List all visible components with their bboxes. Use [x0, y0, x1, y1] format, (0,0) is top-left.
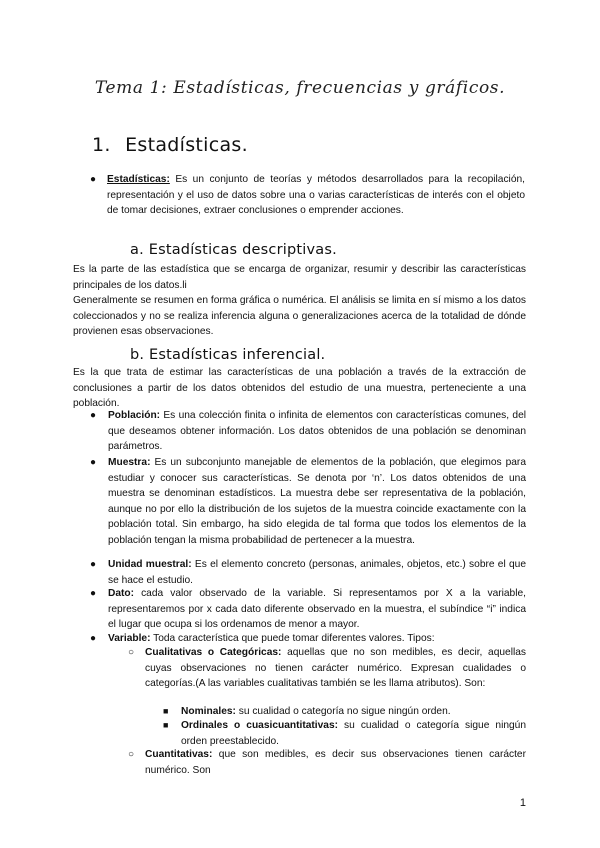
descriptive-paragraph-1: Es la parte de las estadística que se encarga de organizar, resumir y describir las características principales de los datos.li: [73, 264, 526, 291]
term-ordinales: Ordinales o cuasicuantitativas:: [181, 720, 339, 731]
inferential-paragraph: Es la que trata de estimar las características de una población a través de la extracción de conclusiones a partir de los datos obtenidos del estudio de una muestra, perteneciente a una población.: [73, 367, 526, 409]
definition-term: Estadísticas:: [107, 174, 170, 185]
bullet-circle: ○: [128, 647, 135, 658]
bullet-square: ■: [163, 706, 169, 716]
bullet-circle: ○: [128, 749, 135, 760]
list-item-dato: [108, 586, 526, 633]
text-nominales: su cualidad o categoría no sigue ningún orden.: [235, 706, 451, 717]
list-item-poblacion: [108, 408, 526, 455]
descriptive-paragraph-2: Generalmente se resumen en forma gráfica o numérica. El análisis se limita en sí mismo a los datos coleccionados y no se realiza inferencia alguna o generalizaciones acerca de la totalidad de dónde provienen esas observaciones.: [73, 295, 526, 337]
bullet-dot: ●: [90, 633, 97, 644]
text-muestra: Es un subconjunto manejable de elementos de la población, que elegimos para estudiar y conocer sus características. Se denota por ‘n’. Los datos obtenidos de una muestra se denominan estadísticos. La muestra debe ser representativa de la población, aunque no por ello la distribución de los sujetos de la muestra coincide exactamente con la población total. Sin embargo, ha sido elegida de tal forma que todos los elementos de la población tengan la misma probabilidad de pertenecer a la muestra.: [108, 457, 526, 546]
bullet-dot: ●: [90, 457, 97, 468]
text-variable: Toda característica que puede tomar diferentes valores. Tipos:: [150, 633, 435, 644]
term-nominales: Nominales:: [181, 706, 236, 717]
bullet-square: ■: [163, 720, 169, 730]
subheading-inferential: b. Estadísticas inferencial.: [130, 347, 326, 363]
document-title: Tema 1: Estadísticas, frecuencias y gráficos.: [94, 78, 506, 98]
section-heading: [92, 134, 248, 156]
term-variable: Variable:: [108, 633, 151, 644]
bullet-dot: ●: [90, 559, 97, 570]
text-ordinales: su cualidad o categoría sigue ningún orden preestablecido.: [181, 720, 527, 747]
term-dato: Dato:: [108, 588, 135, 599]
text-poblacion: Es una colección finita o infinita de elementos con características comunes, del que deseamos obtener información. Los datos obtenidos de una población se denominan parámetros.: [108, 410, 526, 452]
term-poblacion: Población:: [108, 410, 161, 421]
term-cuantitativas: Cuantitativas:: [145, 749, 213, 760]
page-number: 1: [519, 797, 526, 809]
text-cualitativas: aquellas que no son medibles, es decir, aquellas cuyas observaciones no tienen carácter numérico. Expresan cualidades o categorías.(A las variables cualitativas también se les llama atributos). Son:: [145, 647, 526, 689]
section-number: 1.: [92, 134, 111, 156]
list-item-unidad: [108, 557, 526, 588]
term-muestra: Muestra:: [108, 457, 151, 468]
list-item-cuantitativas: [145, 747, 526, 778]
bullet-dot: ●: [90, 174, 97, 185]
bullet-dot: ●: [90, 588, 97, 599]
section-title: Estadísticas.: [125, 134, 248, 156]
list-item-muestra: [108, 455, 526, 548]
definition-text: Es un conjunto de teorías y métodos desarrollados para la recopilación, representación y el uso de datos sobre una o varias características de interés con el objeto de tomar decisiones, extraer conclusiones o emprender acciones.: [107, 174, 525, 216]
definition-paragraph: [107, 172, 525, 219]
list-item-ordinales: [181, 718, 526, 749]
subheading-descriptive: a. Estadísticas descriptivas.: [130, 242, 337, 258]
term-unidad: Unidad muestral:: [108, 559, 192, 570]
text-dato: cada valor observado de la variable. Si representamos por X a la variable, representaremos por x cada dato diferente observado en la muestra, el subíndice “i” indica el lugar que ocupa si los ordenamos de menor a mayor.: [108, 588, 526, 630]
term-cualitativas: Cualitativas o Categóricas:: [145, 647, 282, 658]
list-item-cualitativas: [145, 645, 526, 692]
text-cuantitativas: que son medibles, es decir sus observaciones tienen carácter numérico. Son: [145, 749, 526, 776]
bullet-dot: ●: [90, 410, 97, 421]
text-unidad: Es el elemento concreto (personas, animales, objetos, etc.) sobre el que se hace el estudio.: [108, 559, 526, 586]
